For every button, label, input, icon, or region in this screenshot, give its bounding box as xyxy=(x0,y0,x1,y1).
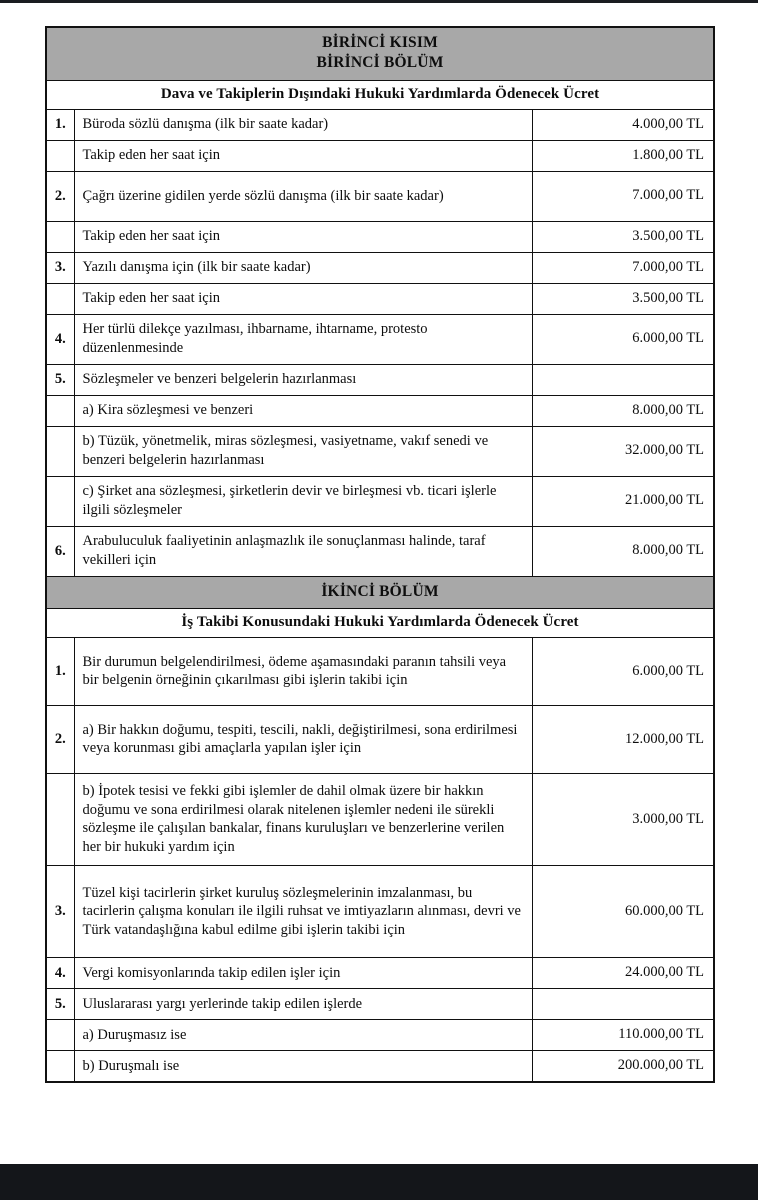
bottom-black-band xyxy=(0,1164,758,1200)
table-row xyxy=(46,221,714,252)
table-row xyxy=(46,476,714,526)
row-description: b) İpotek tesisi ve fekki gibi işlemler de dahil olmak üzere bir hakkın doğumu ve sona erdirilmesi olarak nitelenen işlemler nedeni ile sürekli sözleşme ile çalışılan bankalar, finans kuruluşları ve benzerlerine verilen her bir hukuki yardım için xyxy=(74,774,532,866)
table-row xyxy=(46,958,714,989)
row-price: 200.000,00 TL xyxy=(532,1051,714,1083)
row-price: 8.000,00 TL xyxy=(532,526,714,576)
row-number xyxy=(46,140,74,171)
section-banner-row xyxy=(46,27,714,80)
row-description: c) Şirket ana sözleşmesi, şirketlerin devir ve birleşmesi vb. ticari işlerle ilgili sözleşmeler xyxy=(74,476,532,526)
table-row xyxy=(46,989,714,1020)
table-row xyxy=(46,526,714,576)
table-row xyxy=(46,364,714,395)
row-description: Uluslararası yargı yerlerinde takip edilen işlerde xyxy=(74,989,532,1020)
row-price: 1.800,00 TL xyxy=(532,140,714,171)
table-row xyxy=(46,1051,714,1083)
table-row xyxy=(46,109,714,140)
row-number: 1. xyxy=(46,638,74,706)
row-number xyxy=(46,774,74,866)
row-price: 4.000,00 TL xyxy=(532,109,714,140)
table-row xyxy=(46,1020,714,1051)
row-price xyxy=(532,364,714,395)
row-number xyxy=(46,395,74,426)
table-body xyxy=(46,27,714,1082)
section-subtitle-row xyxy=(46,609,714,638)
row-price: 3.500,00 TL xyxy=(532,283,714,314)
row-number: 5. xyxy=(46,989,74,1020)
row-description: Tüzel kişi tacirlerin şirket kuruluş sözleşmelerinin imzalanması, bu tacirlerin çalışma konuları ile ilgili ruhsat ve imtiyazların alınması, devri ve Türk vatandaşlığına kabul edilme gibi işlerin takibi için xyxy=(74,866,532,958)
row-description: Yazılı danışma için (ilk bir saate kadar) xyxy=(74,252,532,283)
row-description: Çağrı üzerine gidilen yerde sözlü danışma (ilk bir saate kadar) xyxy=(74,171,532,221)
table-row xyxy=(46,638,714,706)
row-price: 12.000,00 TL xyxy=(532,706,714,774)
row-number: 2. xyxy=(46,706,74,774)
row-number: 4. xyxy=(46,314,74,364)
row-description: Takip eden her saat için xyxy=(74,140,532,171)
fee-schedule-table xyxy=(45,26,715,1083)
row-description: Arabuluculuk faaliyetinin anlaşmazlık ile sonuçlanması halinde, taraf vekilleri için xyxy=(74,526,532,576)
table-row xyxy=(46,426,714,476)
section-banner xyxy=(46,27,714,80)
section-banner xyxy=(46,576,714,608)
row-price: 110.000,00 TL xyxy=(532,1020,714,1051)
top-edge-strip xyxy=(0,0,758,3)
row-price: 7.000,00 TL xyxy=(532,252,714,283)
row-description: a) Duruşmasız ise xyxy=(74,1020,532,1051)
section-banner-line-2: BİRİNCİ BÖLÜM xyxy=(316,54,444,72)
row-price: 3.000,00 TL xyxy=(532,774,714,866)
table-row xyxy=(46,252,714,283)
row-price: 6.000,00 TL xyxy=(532,638,714,706)
row-price: 32.000,00 TL xyxy=(532,426,714,476)
row-price: 8.000,00 TL xyxy=(532,395,714,426)
row-description: Büroda sözlü danışma (ilk bir saate kadar) xyxy=(74,109,532,140)
row-description: a) Kira sözleşmesi ve benzeri xyxy=(74,395,532,426)
table-row xyxy=(46,706,714,774)
row-description: b) Duruşmalı ise xyxy=(74,1051,532,1083)
section-banner-line-1: İKİNCİ BÖLÜM xyxy=(321,582,439,600)
row-description: Bir durumun belgelendirilmesi, ödeme aşamasındaki paranın tahsili veya bir belgenin örneğinin çıkarılması gibi işlerin takibi için xyxy=(74,638,532,706)
row-price xyxy=(532,989,714,1020)
row-description: Her türlü dilekçe yazılması, ihbarname, ihtarname, protesto düzenlenmesinde xyxy=(74,314,532,364)
row-number xyxy=(46,1051,74,1083)
table-row xyxy=(46,395,714,426)
section-subtitle: Dava ve Takiplerin Dışındaki Hukuki Yardımlarda Ödenecek Ücret xyxy=(46,80,714,109)
section-subtitle: İş Takibi Konusundaki Hukuki Yardımlarda Ödenecek Ücret xyxy=(46,609,714,638)
table-row xyxy=(46,774,714,866)
row-number xyxy=(46,283,74,314)
section-banner-row xyxy=(46,576,714,608)
row-price: 24.000,00 TL xyxy=(532,958,714,989)
row-price: 6.000,00 TL xyxy=(532,314,714,364)
section-banner-line-1: BİRİNCİ KISIM xyxy=(322,34,438,51)
row-price: 60.000,00 TL xyxy=(532,866,714,958)
document-page xyxy=(45,26,715,1083)
row-description: b) Tüzük, yönetmelik, miras sözleşmesi, vasiyetname, vakıf senedi ve benzeri belgelerin hazırlanması xyxy=(74,426,532,476)
row-number: 4. xyxy=(46,958,74,989)
table-row xyxy=(46,866,714,958)
row-number xyxy=(46,426,74,476)
row-number: 2. xyxy=(46,171,74,221)
section-subtitle-row xyxy=(46,80,714,109)
row-description: Sözleşmeler ve benzeri belgelerin hazırlanması xyxy=(74,364,532,395)
row-number: 6. xyxy=(46,526,74,576)
row-price: 7.000,00 TL xyxy=(532,171,714,221)
table-row xyxy=(46,283,714,314)
row-number: 3. xyxy=(46,866,74,958)
row-number: 5. xyxy=(46,364,74,395)
table-row xyxy=(46,140,714,171)
row-price: 3.500,00 TL xyxy=(532,221,714,252)
row-description: Takip eden her saat için xyxy=(74,221,532,252)
row-number xyxy=(46,1020,74,1051)
table-row xyxy=(46,314,714,364)
row-description: Vergi komisyonlarında takip edilen işler için xyxy=(74,958,532,989)
table-row xyxy=(46,171,714,221)
row-description: Takip eden her saat için xyxy=(74,283,532,314)
row-number xyxy=(46,476,74,526)
row-description: a) Bir hakkın doğumu, tespiti, tescili, nakli, değiştirilmesi, sona erdirilmesi veya korunması gibi amaçlarla yapılan işler için xyxy=(74,706,532,774)
row-number: 1. xyxy=(46,109,74,140)
row-price: 21.000,00 TL xyxy=(532,476,714,526)
row-number: 3. xyxy=(46,252,74,283)
row-number xyxy=(46,221,74,252)
